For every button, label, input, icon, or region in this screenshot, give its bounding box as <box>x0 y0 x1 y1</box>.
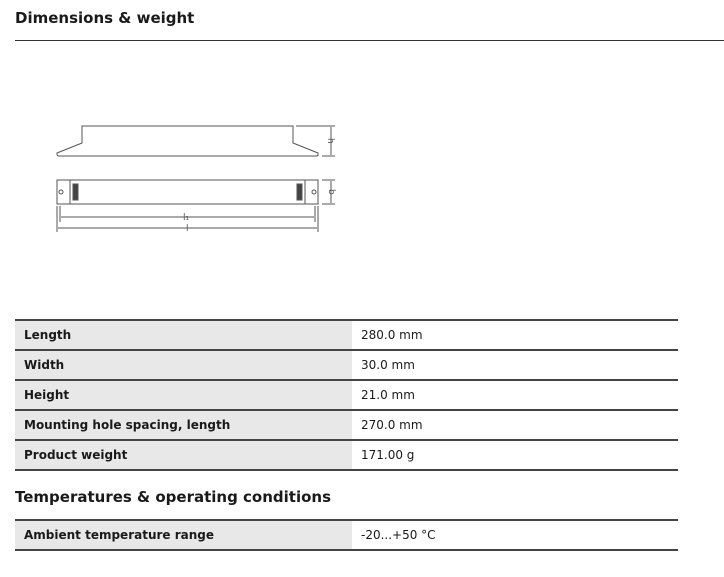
row-value: 171.00 g <box>352 440 678 470</box>
row-value: 270.0 mm <box>352 410 678 440</box>
row-label: Height <box>15 380 352 410</box>
table-row <box>15 520 678 550</box>
row-value: -20...+50 °C <box>352 520 678 550</box>
section-title-dimensions: Dimensions & weight <box>15 9 195 27</box>
row-label: Mounting hole spacing, length <box>15 410 352 440</box>
table-row <box>15 410 678 440</box>
dimension-drawing <box>40 110 350 240</box>
row-value: 280.0 mm <box>352 320 678 350</box>
row-value: 30.0 mm <box>352 350 678 380</box>
label-h: h <box>325 138 335 144</box>
table-row <box>15 380 678 410</box>
row-value: 21.0 mm <box>352 380 678 410</box>
temperatures-table <box>15 519 678 551</box>
section-divider <box>15 40 724 41</box>
row-label: Width <box>15 350 352 380</box>
label-b: b <box>326 189 336 195</box>
row-label: Length <box>15 320 352 350</box>
label-l1: l₁ <box>183 213 190 223</box>
row-label: Ambient temperature range <box>15 520 352 550</box>
row-label: Product weight <box>15 440 352 470</box>
label-l: l <box>186 224 189 234</box>
table-row <box>15 350 678 380</box>
section-title-temperatures: Temperatures & operating conditions <box>15 488 332 506</box>
dimensions-table <box>15 319 678 471</box>
table-row <box>15 320 678 350</box>
table-row <box>15 440 678 470</box>
